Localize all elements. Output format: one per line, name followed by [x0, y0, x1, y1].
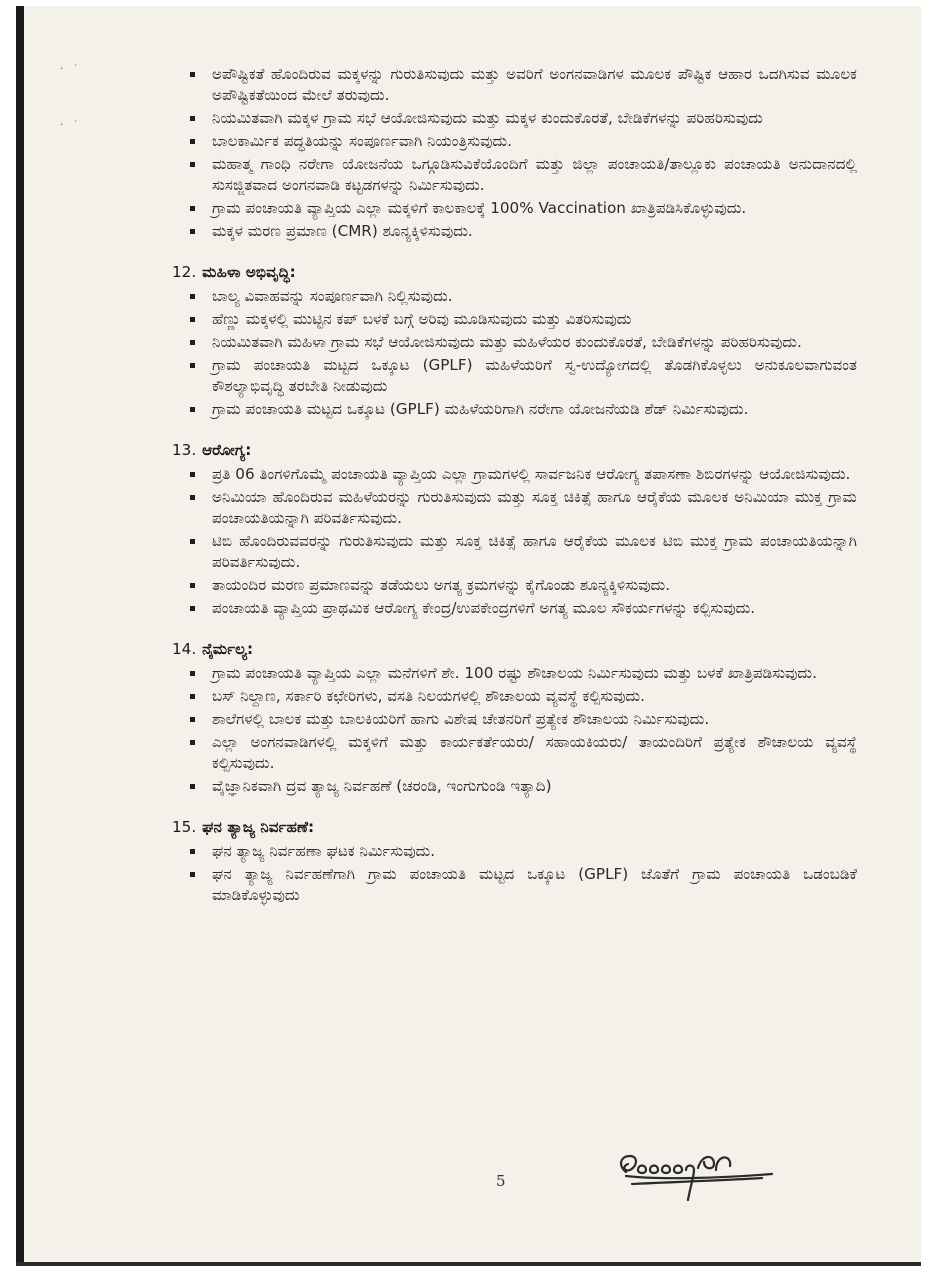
bullet-icon — [190, 363, 195, 368]
section-title: ಮಹಿಳಾ ಅಭಿವೃದ್ಧಿ: — [202, 263, 296, 281]
list-item — [172, 732, 857, 774]
page-number: 5 — [496, 1172, 506, 1190]
bullet-text: ಗ್ರಾಮ ಪಂಚಾಯತಿ ಮಟ್ಟದ ಒಕ್ಕೂಟ (GPLF) ಮಹಿಳೆಯರಿಗೆ ಸ್ವ-ಉದ್ಯೋಗದಲ್ಲಿ ತೊಡಗಿಕೊಳ್ಳಲು ಅನುಕೂಲವಾಗುವಂತ ಕೌಶಲ್ಯಾಭಿವೃದ್ಧಿ ತರಬೇತಿ ನೀಡುವುದು — [212, 356, 857, 395]
bullet-text: ಶಾಲೆಗಳಲ್ಲಿ ಬಾಲಕ ಮತ್ತು ಬಾಲಕಿಯರಿಗೆ ಹಾಗು ವಿಶೇಷ ಚೇತನರಿಗೆ ಪ್ರತ್ಯೇಕ ಶೌಚಾಲಯ ನಿರ್ಮಿಸುವುದು. — [212, 710, 710, 728]
section-bullet-list — [172, 841, 857, 906]
bullet-text: ಪ್ರತಿ 06 ತಿಂಗಳಿಗೊಮ್ಮೆ ಪಂಚಾಯತಿ ವ್ಯಾಪ್ತಿಯ ಎಲ್ಲಾ ಗ್ರಾಮಗಳಲ್ಲಿ ಸಾರ್ವಜನಿಕ ಆರೋಗ್ಯ ತಪಾಸಣಾ ಶಿಬಿರಗಳನ್ನು ಆಯೋಜಿಸುವುದು. — [212, 465, 851, 483]
bullet-text: ಮಕ್ಕಳ ಮರಣ ಪ್ರಮಾಣ (CMR) ಶೂನ್ಯಕ್ಕಿಳಿಸುವುದು. — [212, 222, 473, 240]
frame-left-edge — [0, 0, 16, 1280]
list-item — [172, 464, 857, 485]
bullet-icon — [190, 606, 195, 611]
bullet-text: ಹೆಣ್ಣು ಮಕ್ಕಳಲ್ಲಿ ಮುಟ್ಟಿನ ಕಪ್ ಬಳಕೆ ಬಗ್ಗೆ ಅರಿವು ಮೂಡಿಸುವುದು ಮತ್ತು ವಿತರಿಸುವುದು — [212, 310, 632, 328]
bullet-text: ಅಪೌಷ್ಟಿಕತೆ ಹೊಂದಿರುವ ಮಕ್ಕಳನ್ನು ಗುರುತಿಸುವುದು ಮತ್ತು ಅವರಿಗೆ ಅಂಗನವಾಡಿಗಳ ಮೂಲಕ ಪೌಷ್ಟಿಕ ಆಹಾರ ಒದಗಿಸುವ ಮೂಲಕ ಅಪೌಷ್ಟಿಕತೆಯಿಂದ ಮೇಲೆ ತರುವುದು. — [212, 65, 857, 104]
section-heading — [172, 440, 857, 461]
section-health — [172, 440, 857, 619]
bullet-text: ಘನ ತ್ಯಾಜ್ಯ ನಿರ್ವಹಣಾ ಘಟಕ ನಿರ್ಮಿಸುವುದು. — [212, 842, 436, 860]
section-number: 12. — [172, 263, 197, 281]
bullet-text: ತಾಯಂದಿರ ಮರಣ ಪ್ರಮಾಣವನ್ನು ತಡೆಯಲು ಅಗತ್ಯ ಕ್ರಮಗಳನ್ನು ಕೈಗೊಂಡು ಶೂನ್ಯಕ್ಕಿಳಿಸುವುದು. — [212, 576, 671, 594]
list-item — [172, 108, 857, 129]
document-body — [172, 64, 857, 908]
section-number: 14. — [172, 640, 197, 658]
section-number: 15. — [172, 818, 197, 836]
section-heading — [172, 639, 857, 660]
intro-bullet-list — [172, 64, 857, 242]
list-item — [172, 531, 857, 573]
bullet-icon — [190, 784, 195, 789]
section-title: ಘನ ತ್ಯಾಜ್ಯ ನಿರ್ವಹಣೆ: — [202, 818, 315, 836]
list-item — [172, 399, 857, 420]
list-item — [172, 286, 857, 307]
bullet-icon — [190, 539, 195, 544]
list-item — [172, 841, 857, 862]
bullet-text: ಘನ ತ್ಯಾಜ್ಯ ನಿರ್ವಹಣೆಗಾಗಿ ಗ್ರಾಮ ಪಂಚಾಯತಿ ಮಟ್ಟದ ಒಕ್ಕೂಟ (GPLF) ಜೊತೆಗೆ ಗ್ರಾಮ ಪಂಚಾಯತಿ ಒಡಂಬಡಿಕೆ ಮಾಡಿಕೊಳ್ಳುವುದು — [212, 865, 857, 904]
margin-speck: ·˙ — [60, 64, 89, 75]
bullet-icon — [190, 229, 195, 234]
margin-speck: ·˙ — [60, 120, 89, 131]
bullet-icon — [190, 340, 195, 345]
list-item — [172, 131, 857, 152]
section-bullet-list — [172, 663, 857, 797]
bullet-icon — [190, 872, 195, 877]
list-item — [172, 663, 857, 684]
bullet-text: ಗ್ರಾಮ ಪಂಚಾಯತಿ ಮಟ್ಟದ ಒಕ್ಕೂಟ (GPLF) ಮಹಿಳೆಯರಿಗಾಗಿ ನರೇಗಾ ಯೋಜನೆಯಡಿ ಶೆಡ್ ನಿರ್ಮಿಸುವುದು. — [212, 400, 749, 418]
section-heading — [172, 817, 857, 838]
list-item — [172, 487, 857, 529]
bullet-text: ಬಾಲ್ಯ ವಿವಾಹವನ್ನು ಸಂಪೂರ್ಣವಾಗಿ ನಿಲ್ಲಿಸುವುದು. — [212, 287, 453, 305]
bullet-icon — [190, 472, 195, 477]
list-item — [172, 154, 857, 196]
bullet-icon — [190, 294, 195, 299]
bullet-icon — [190, 671, 195, 676]
list-item — [172, 598, 857, 619]
bullet-icon — [190, 694, 195, 699]
bullet-text: ಎಲ್ಲಾ ಅಂಗನವಾಡಿಗಳಲ್ಲಿ ಮಕ್ಕಳಿಗೆ ಮತ್ತು ಕಾರ್ಯಕರ್ತೆಯರು/ ಸಹಾಯಕಿಯರು/ ತಾಯಂದಿರಿಗೆ ಪ್ರತ್ಯೇಕ ಶೌಚಾಲಯ ವ್ಯವಸ್ಥೆ ಕಲ್ಪಿಸುವುದು. — [212, 733, 857, 772]
section-sanitation — [172, 639, 857, 797]
bullet-icon — [190, 206, 195, 211]
frame-bottom-edge — [0, 1266, 939, 1280]
bullet-text: ಅನಿಮಿಯಾ ಹೊಂದಿರುವ ಮಹಿಳೆಯರನ್ನು ಗುರುತಿಸುವುದು ಮತ್ತು ಸೂಕ್ತ ಚಿಕಿತ್ಸೆ ಹಾಗೂ ಆರೈಕೆಯ ಮೂಲಕ ಅನಿಮಿಯಾ ಮುಕ್ತ ಗ್ರಾಮ ಪಂಚಾಯತಿಯನ್ನಾಗಿ ಪರಿವರ್ತಿಸುವುದು. — [212, 488, 857, 527]
bullet-text: ವೈಜ್ಞಾನಿಕವಾಗಿ ದ್ರವ ತ್ಯಾಜ್ಯ ನಿರ್ವಹಣೆ (ಚರಂಡಿ, ಇಂಗುಗುಂಡಿ ಇತ್ಯಾದಿ) — [212, 777, 552, 795]
section-number: 13. — [172, 441, 197, 459]
list-item — [172, 221, 857, 242]
bullet-text: ಬಾಲಕಾರ್ಮಿಕ ಪದ್ಧತಿಯನ್ನು ಸಂಪೂರ್ಣವಾಗಿ ನಿಯಂತ್ರಿಸುವುದು. — [212, 132, 512, 150]
list-item — [172, 309, 857, 330]
bullet-icon — [190, 849, 195, 854]
section-solid-waste-management — [172, 817, 857, 906]
bullet-icon — [190, 116, 195, 121]
list-item — [172, 709, 857, 730]
list-item — [172, 64, 857, 106]
bullet-icon — [190, 717, 195, 722]
list-item — [172, 575, 857, 596]
list-item — [172, 355, 857, 397]
list-item — [172, 198, 857, 219]
section-title: ಆರೋಗ್ಯ: — [202, 441, 252, 459]
section-title: ನೈರ್ಮಲ್ಯ: — [202, 640, 254, 658]
bullet-text: ನಿಯಮಿತವಾಗಿ ಮಕ್ಕಳ ಗ್ರಾಮ ಸಭೆ ಆಯೋಜಿಸುವುದು ಮತ್ತು ಮಕ್ಕಳ ಕುಂದುಕೊರತೆ, ಬೇಡಿಕೆಗಳನ್ನು ಪರಿಹರಿಸುವುದು — [212, 109, 763, 127]
list-item — [172, 686, 857, 707]
signature-icon — [612, 1140, 782, 1210]
section-bullet-list — [172, 464, 857, 619]
bullet-icon — [190, 407, 195, 412]
list-item — [172, 864, 857, 906]
bullet-icon — [190, 317, 195, 322]
section-bullet-list — [172, 286, 857, 420]
bullet-text: ನಿಯಮಿತವಾಗಿ ಮಹಿಳಾ ಗ್ರಾಮ ಸಭೆ ಆಯೋಜಿಸುವುದು ಮತ್ತು ಮಹಿಳೆಯರ ಕುಂದುಕೊರತೆ, ಬೇಡಿಕೆಗಳನ್ನು ಪರಿಹರಿಸುವುದು. — [212, 333, 802, 351]
bullet-text: ಗ್ರಾಮ ಪಂಚಾಯತಿ ವ್ಯಾಪ್ತಿಯ ಎಲ್ಲಾ ಮಕ್ಕಳಿಗೆ ಕಾಲಕಾಲಕ್ಕೆ 100% Vaccination ಖಾತ್ರಿಪಡಿಸಿಕೊಳ್ಳುವುದು. — [212, 199, 747, 217]
section-heading — [172, 262, 857, 283]
bullet-icon — [190, 162, 195, 167]
list-item — [172, 332, 857, 353]
bullet-icon — [190, 495, 195, 500]
bullet-text: ಮಹಾತ್ಮ ಗಾಂಧಿ ನರೇಗಾ ಯೋಜನೆಯ ಒಗ್ಗೂಡಿಸುವಿಕೆಯೊಂದಿಗೆ ಮತ್ತು ಜಿಲ್ಲಾ ಪಂಚಾಯತಿ/ತಾಲ್ಲೂಕು ಪಂಚಾಯತಿ ಅನುದಾನದಲ್ಲಿ ಸುಸಜ್ಜಿತವಾದ ಅಂಗನವಾಡಿ ಕಟ್ಟಡಗಳನ್ನು ನಿರ್ಮಿಸುವುದು. — [212, 155, 857, 194]
bullet-icon — [190, 583, 195, 588]
bullet-text: ಗ್ರಾಮ ಪಂಚಾಯತಿ ವ್ಯಾಪ್ತಿಯ ಎಲ್ಲಾ ಮನೆಗಳಿಗೆ ಶೇ. 100 ರಷ್ಟು ಶೌಚಾಲಯ ನಿರ್ಮಿಸುವುದು ಮತ್ತು ಬಳಕೆ ಖಾತ್ರಿಪಡಿಸುವುದು. — [212, 664, 817, 682]
section-womens-development — [172, 262, 857, 420]
list-item — [172, 776, 857, 797]
bullet-text: ಬಸ್ ನಿಲ್ದಾಣ, ಸರ್ಕಾರಿ ಕಛೇರಿಗಳು, ವಸತಿ ನಿಲಯಗಳಲ್ಲಿ ಶೌಚಾಲಯ ವ್ಯವಸ್ಥೆ ಕಲ್ಪಿಸುವುದು. — [212, 687, 645, 705]
bullet-icon — [190, 139, 195, 144]
bullet-icon — [190, 72, 195, 77]
bullet-icon — [190, 740, 195, 745]
bullet-text: ಟಿಬಿ ಹೊಂದಿರುವವರನ್ನು ಗುರುತಿಸುವುದು ಮತ್ತು ಸೂಕ್ತ ಚಿಕಿತ್ಸೆ ಹಾಗೂ ಆರೈಕೆಯ ಮೂಲಕ ಟಿಬಿ ಮುಕ್ತ ಗ್ರಾಮ ಪಂಚಾಯತಿಯನ್ನಾಗಿ ಪರಿವರ್ತಿಸುವುದು. — [212, 532, 857, 571]
bullet-text: ಪಂಚಾಯತಿ ವ್ಯಾಪ್ತಿಯ ಪ್ರಾಥಮಿಕ ಆರೋಗ್ಯ ಕೇಂದ್ರ/ಉಪಕೇಂದ್ರಗಳಿಗೆ ಅಗತ್ಯ ಮೂಲ ಸೌಕರ್ಯಗಳನ್ನು ಕಲ್ಪಿಸುವುದು. — [212, 599, 756, 617]
